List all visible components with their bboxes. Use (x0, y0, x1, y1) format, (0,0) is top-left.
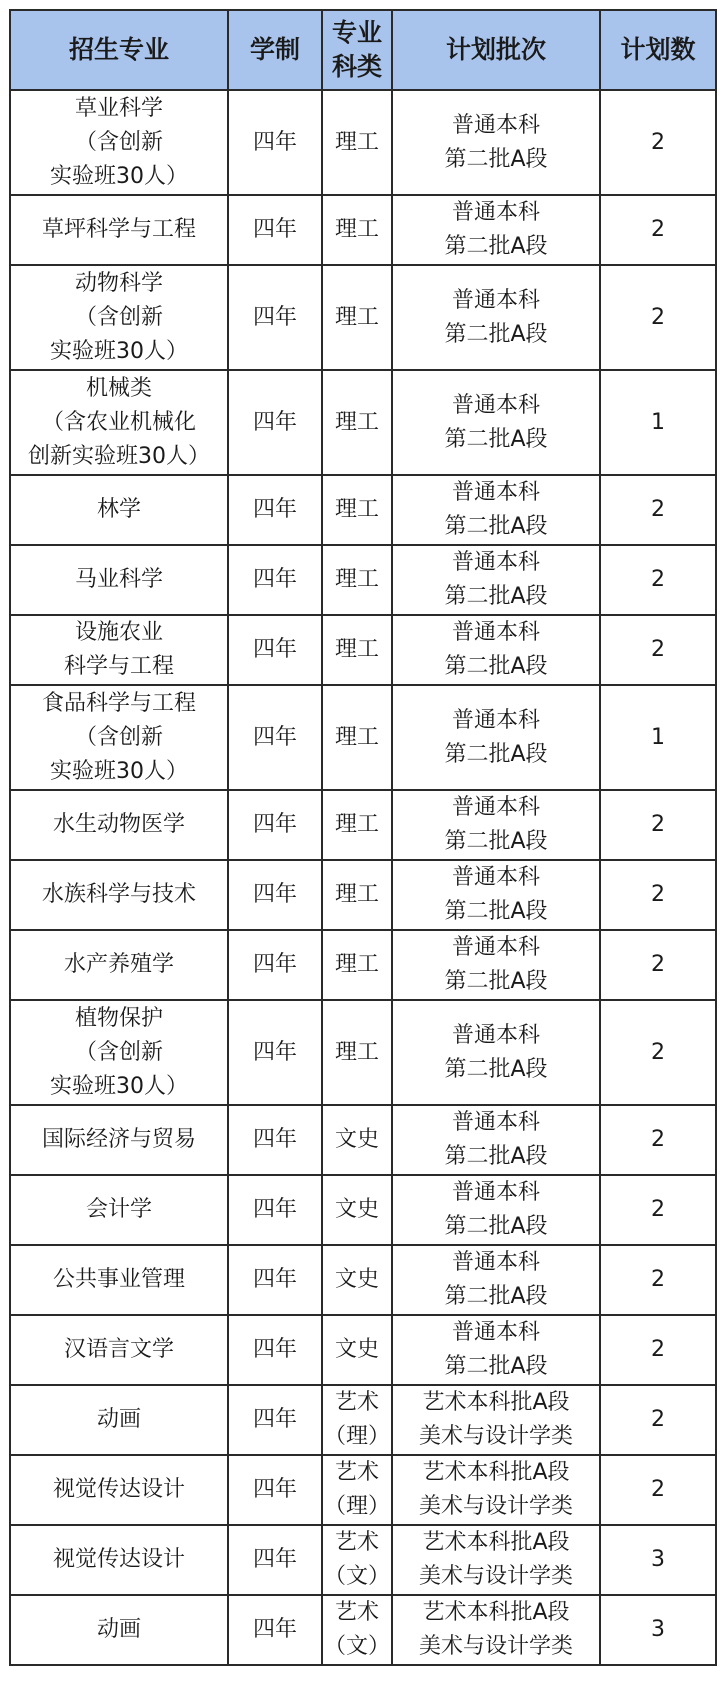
major-cell (10, 90, 228, 195)
batch-cell (392, 1315, 600, 1385)
major-cell-line: 公共事业管理 (52, 1267, 185, 1292)
batch-cell-line: 普通本科 (451, 1110, 540, 1135)
category-cell (322, 545, 392, 615)
table-row (10, 545, 716, 615)
category-cell (322, 860, 392, 930)
category-cell (322, 475, 392, 545)
major-cell-line: 食品科学与工程 (41, 690, 196, 716)
batch-cell-line: 第二批A段 (444, 1284, 548, 1309)
count-cell: 2 (600, 1105, 716, 1175)
category-cell (322, 370, 392, 475)
count-cell: 2 (600, 860, 716, 930)
major-cell-line: 水生动物医学 (52, 812, 185, 837)
count-cell: 2 (600, 90, 716, 195)
major-cell-line: 国际经济与贸易 (41, 1127, 196, 1152)
major-cell-line: 马业科学 (74, 567, 163, 592)
batch-cell (392, 1525, 600, 1595)
major-cell-line: 视觉传达设计 (52, 1547, 185, 1572)
batch-cell (392, 90, 600, 195)
duration-cell: 四年 (228, 685, 322, 790)
table-row (10, 1245, 716, 1315)
header-batch: 计划批次 (392, 10, 600, 90)
major-cell-line: 设施农业 (74, 620, 163, 645)
category-cell-line: 理工 (334, 882, 379, 907)
duration-cell: 四年 (228, 545, 322, 615)
category-cell-line: 理工 (334, 567, 379, 592)
table-row (10, 1595, 716, 1665)
count-cell: 2 (600, 195, 716, 265)
duration-cell: 四年 (228, 1245, 322, 1315)
batch-cell-line: 普通本科 (451, 1250, 540, 1275)
header-count: 计划数 (600, 10, 716, 90)
table-row (10, 1175, 716, 1245)
major-cell (10, 930, 228, 1000)
duration-cell: 四年 (228, 265, 322, 370)
batch-cell-line: 第二批A段 (444, 514, 548, 539)
duration-cell: 四年 (228, 615, 322, 685)
count-cell: 2 (600, 790, 716, 860)
category-cell-line: 艺术 (334, 1530, 379, 1555)
batch-cell (392, 475, 600, 545)
table-row (10, 930, 716, 1000)
major-cell-line: 水产养殖学 (63, 952, 174, 977)
table-row (10, 370, 716, 475)
batch-cell-line: 普通本科 (451, 1320, 540, 1345)
table-row (10, 90, 716, 195)
batch-cell-line: 普通本科 (451, 480, 540, 505)
major-cell-line: 水族科学与技术 (41, 882, 196, 907)
count-cell: 1 (600, 685, 716, 790)
batch-cell-line: 艺术本科批A段 (422, 1600, 570, 1625)
batch-cell-line: 第二批A段 (444, 1144, 548, 1169)
count-cell: 2 (600, 1385, 716, 1455)
table-row (10, 1315, 716, 1385)
category-cell-line: 理工 (334, 1039, 379, 1065)
batch-cell (392, 1595, 600, 1665)
count-cell: 2 (600, 265, 716, 370)
category-cell-line: 理工 (334, 637, 379, 662)
duration-cell: 四年 (228, 1525, 322, 1595)
category-cell-line: 艺术 (334, 1600, 379, 1625)
major-cell (10, 1525, 228, 1595)
category-cell-line: 理工 (334, 217, 379, 242)
batch-cell-line: 艺术本科批A段 (422, 1530, 570, 1555)
major-cell (10, 195, 228, 265)
category-cell-line: （文） (323, 1634, 390, 1659)
category-cell (322, 1175, 392, 1245)
category-cell-line: 理工 (334, 304, 379, 330)
table-header-row (10, 10, 716, 90)
batch-cell-line: 第二批A段 (444, 1056, 548, 1082)
batch-cell-line: 第二批A段 (444, 1214, 548, 1239)
batch-cell (392, 1175, 600, 1245)
batch-cell-line: 美术与设计学类 (418, 1564, 573, 1589)
category-cell-line: 文史 (334, 1127, 379, 1152)
category-cell-line: 理工 (334, 497, 379, 522)
batch-cell-line: 第二批A段 (444, 584, 548, 609)
major-cell (10, 615, 228, 685)
duration-cell: 四年 (228, 1595, 322, 1665)
header-category-line: 科类 (331, 52, 382, 81)
category-cell (322, 1385, 392, 1455)
major-cell-line: （含创新 (74, 304, 163, 330)
batch-cell (392, 1000, 600, 1105)
batch-cell-line: 美术与设计学类 (418, 1634, 573, 1659)
major-cell-line: 实验班30人） (50, 338, 188, 364)
major-cell (10, 1595, 228, 1665)
category-cell-line: （理） (323, 1424, 390, 1449)
batch-cell (392, 1385, 600, 1455)
batch-cell (392, 1245, 600, 1315)
major-cell (10, 370, 228, 475)
batch-cell-line: 普通本科 (451, 392, 540, 418)
batch-cell-line: 第二批A段 (444, 899, 548, 924)
duration-cell: 四年 (228, 930, 322, 1000)
major-cell (10, 1105, 228, 1175)
duration-cell: 四年 (228, 370, 322, 475)
major-cell-line: 草坪科学与工程 (41, 217, 196, 242)
category-cell-line: 理工 (334, 724, 379, 750)
major-cell-line: 汉语言文学 (63, 1337, 174, 1362)
major-cell (10, 1455, 228, 1525)
batch-cell (392, 615, 600, 685)
batch-cell-line: 第二批A段 (444, 829, 548, 854)
header-category (322, 10, 392, 90)
batch-cell-line: 艺术本科批A段 (422, 1460, 570, 1485)
category-cell (322, 1000, 392, 1105)
category-cell-line: 理工 (334, 409, 379, 435)
major-cell-line: （含创新 (74, 1039, 163, 1065)
batch-cell-line: 第二批A段 (444, 321, 548, 347)
batch-cell-line: 普通本科 (451, 795, 540, 820)
major-cell-line: 动画 (96, 1617, 141, 1642)
count-cell: 3 (600, 1595, 716, 1665)
batch-cell-line: 普通本科 (451, 1022, 540, 1048)
major-cell-line: 创新实验班30人） (28, 443, 210, 469)
major-cell (10, 545, 228, 615)
category-cell (322, 265, 392, 370)
category-cell (322, 195, 392, 265)
table-row (10, 615, 716, 685)
major-cell (10, 1175, 228, 1245)
duration-cell: 四年 (228, 1000, 322, 1105)
major-cell-line: 会计学 (85, 1197, 152, 1222)
category-cell-line: 艺术 (334, 1460, 379, 1485)
category-cell (322, 1525, 392, 1595)
table-row (10, 1525, 716, 1595)
batch-cell (392, 1455, 600, 1525)
category-cell-line: （文） (323, 1564, 390, 1589)
table-body (10, 90, 716, 1665)
category-cell (322, 1245, 392, 1315)
major-cell-line: （含创新 (74, 129, 163, 155)
count-cell: 2 (600, 1315, 716, 1385)
major-cell-line: （含创新 (74, 724, 163, 750)
category-cell (322, 1315, 392, 1385)
category-cell-line: 文史 (334, 1197, 379, 1222)
batch-cell-line: 第二批A段 (444, 654, 548, 679)
count-cell: 2 (600, 615, 716, 685)
batch-cell-line: 普通本科 (451, 1180, 540, 1205)
major-cell-line: 科学与工程 (63, 654, 174, 679)
major-cell-line: 实验班30人） (50, 1073, 188, 1099)
major-cell-line: 动画 (96, 1407, 141, 1432)
count-cell: 2 (600, 1245, 716, 1315)
enrollment-plan-table (9, 9, 717, 1666)
category-cell-line: 理工 (334, 812, 379, 837)
category-cell (322, 615, 392, 685)
duration-cell: 四年 (228, 1385, 322, 1455)
count-cell: 2 (600, 475, 716, 545)
major-cell (10, 790, 228, 860)
duration-cell: 四年 (228, 860, 322, 930)
major-cell-line: 实验班30人） (50, 758, 188, 784)
duration-cell: 四年 (228, 1105, 322, 1175)
batch-cell-line: 第二批A段 (444, 969, 548, 994)
category-cell (322, 790, 392, 860)
enrollment-plan-table-container (9, 9, 715, 1666)
table-row (10, 1000, 716, 1105)
batch-cell-line: 普通本科 (451, 620, 540, 645)
duration-cell: 四年 (228, 1455, 322, 1525)
major-cell (10, 1385, 228, 1455)
duration-cell: 四年 (228, 1315, 322, 1385)
batch-cell-line: 美术与设计学类 (418, 1494, 573, 1519)
batch-cell-line: 普通本科 (451, 865, 540, 890)
table-row (10, 1455, 716, 1525)
batch-cell-line: 普通本科 (451, 112, 540, 138)
category-cell-line: 理工 (334, 952, 379, 977)
category-cell-line: （理） (323, 1494, 390, 1519)
duration-cell: 四年 (228, 1175, 322, 1245)
category-cell (322, 1105, 392, 1175)
category-cell (322, 90, 392, 195)
batch-cell (392, 1105, 600, 1175)
major-cell-line: （含农业机械化 (41, 409, 196, 435)
count-cell: 2 (600, 1175, 716, 1245)
count-cell: 2 (600, 545, 716, 615)
major-cell (10, 860, 228, 930)
table-row (10, 1105, 716, 1175)
batch-cell-line: 第二批A段 (444, 741, 548, 767)
major-cell (10, 1245, 228, 1315)
table-row (10, 685, 716, 790)
count-cell: 2 (600, 1455, 716, 1525)
table-row (10, 1385, 716, 1455)
table-row (10, 265, 716, 370)
major-cell-line: 动物科学 (74, 270, 163, 296)
batch-cell-line: 第二批A段 (444, 146, 548, 172)
batch-cell-line: 普通本科 (451, 935, 540, 960)
batch-cell-line: 普通本科 (451, 287, 540, 313)
major-cell (10, 265, 228, 370)
batch-cell-line: 普通本科 (451, 707, 540, 733)
batch-cell (392, 370, 600, 475)
batch-cell-line: 第二批A段 (444, 234, 548, 259)
batch-cell (392, 790, 600, 860)
batch-cell (392, 930, 600, 1000)
batch-cell-line: 第二批A段 (444, 426, 548, 452)
major-cell-line: 植物保护 (74, 1005, 163, 1031)
batch-cell-line: 普通本科 (451, 200, 540, 225)
count-cell: 3 (600, 1525, 716, 1595)
major-cell (10, 1000, 228, 1105)
header-category-line: 专业 (331, 18, 382, 47)
major-cell (10, 475, 228, 545)
count-cell: 2 (600, 930, 716, 1000)
table-row (10, 860, 716, 930)
batch-cell (392, 685, 600, 790)
major-cell (10, 685, 228, 790)
category-cell (322, 685, 392, 790)
duration-cell: 四年 (228, 790, 322, 860)
major-cell-line: 视觉传达设计 (52, 1477, 185, 1502)
category-cell-line: 文史 (334, 1267, 379, 1292)
table-row (10, 790, 716, 860)
batch-cell-line: 美术与设计学类 (418, 1424, 573, 1449)
major-cell-line: 草业科学 (74, 95, 163, 121)
category-cell (322, 930, 392, 1000)
batch-cell-line: 普通本科 (451, 550, 540, 575)
duration-cell: 四年 (228, 475, 322, 545)
category-cell-line: 文史 (334, 1337, 379, 1362)
duration-cell: 四年 (228, 90, 322, 195)
count-cell: 1 (600, 370, 716, 475)
table-row (10, 475, 716, 545)
table-row (10, 195, 716, 265)
batch-cell-line: 艺术本科批A段 (422, 1390, 570, 1415)
header-major: 招生专业 (10, 10, 228, 90)
batch-cell (392, 860, 600, 930)
header-duration: 学制 (228, 10, 322, 90)
batch-cell-line: 第二批A段 (444, 1354, 548, 1379)
category-cell-line: 艺术 (334, 1390, 379, 1415)
batch-cell (392, 195, 600, 265)
batch-cell (392, 545, 600, 615)
category-cell (322, 1595, 392, 1665)
major-cell-line: 机械类 (85, 375, 152, 401)
duration-cell: 四年 (228, 195, 322, 265)
major-cell-line: 实验班30人） (50, 163, 188, 189)
major-cell (10, 1315, 228, 1385)
category-cell-line: 理工 (334, 129, 379, 155)
batch-cell (392, 265, 600, 370)
count-cell: 2 (600, 1000, 716, 1105)
major-cell-line: 林学 (96, 497, 141, 522)
category-cell (322, 1455, 392, 1525)
